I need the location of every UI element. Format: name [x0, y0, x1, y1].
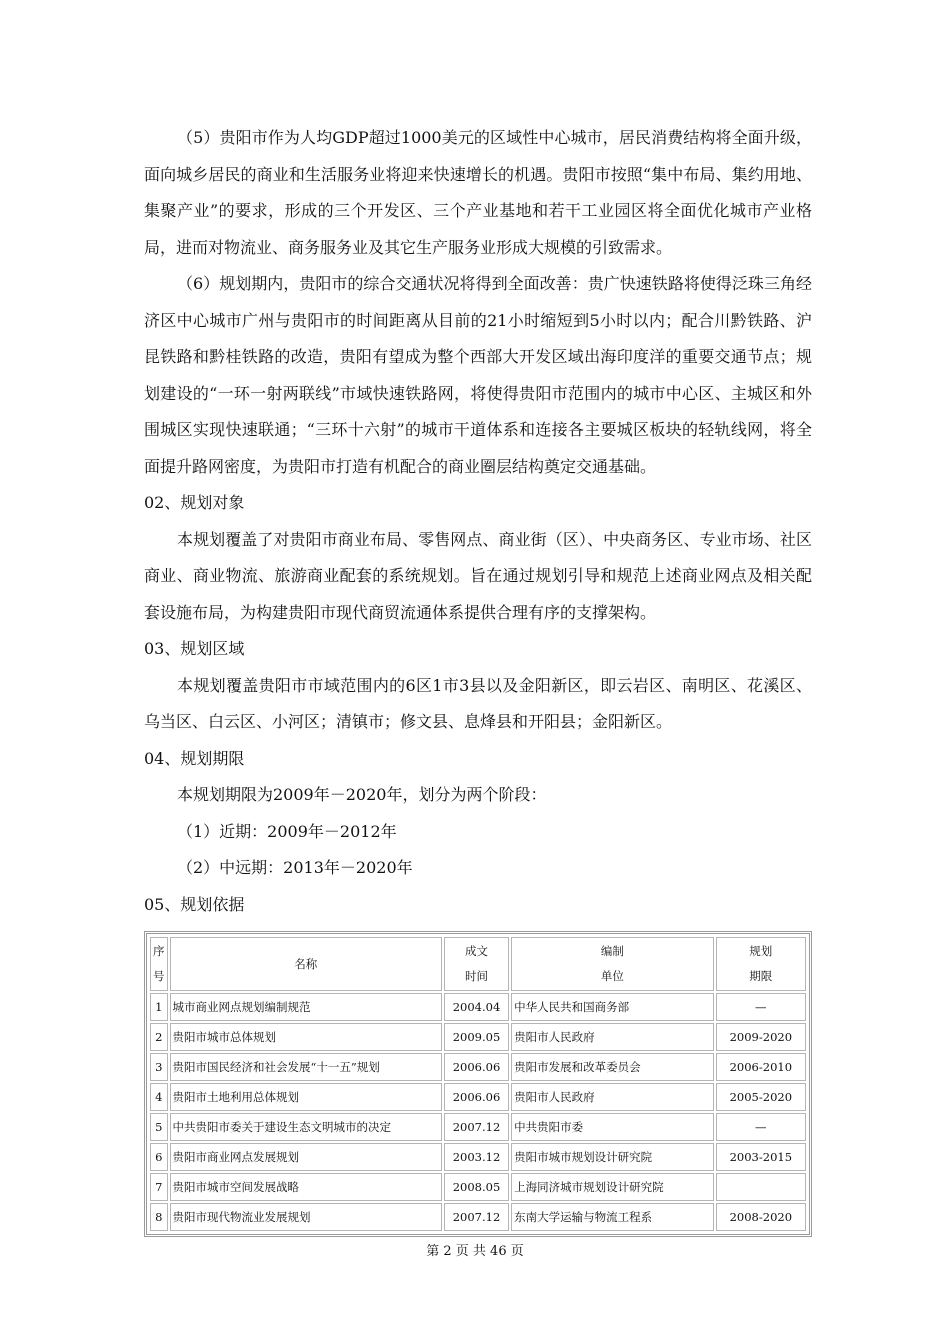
- cell-time: 2004.04: [444, 993, 509, 1021]
- paragraph-5: （5）贵阳市作为人均GDP超过1000美元的区域性中心城市，居民消费结构将全面升级，面向城乡居民的商业和生活服务业将迎来快速增长的机遇。贵阳市按照“集中布局、集约用地、集聚产业”的要求，形成的三个开发区、三个产业基地和若干工业园区将全面优化城市产业格局，进而对物流业、商务服务业及其它生产服务业形成大规模的引致需求。: [144, 128, 812, 257]
- cell-name: 贵阳市城市空间发展战略: [170, 1173, 442, 1201]
- section-body-planning-area: 本规划覆盖贵阳市市域范围内的6区1市3县以及金阳新区，即云岩区、南明区、花溪区、乌当区、白云区、小河区；清镇市；修文县、息烽县和开阳县；金阳新区。: [144, 675, 812, 731]
- section-heading-planning-basis: 05、规划依据: [144, 894, 245, 914]
- cell-time: 2008.05: [444, 1173, 509, 1201]
- planning-basis-table-frame: [144, 931, 812, 1237]
- cell-unit: 中共贵阳市委: [511, 1113, 714, 1141]
- table-row: [150, 1173, 806, 1201]
- cell-time: 2007.12: [444, 1113, 509, 1141]
- cell-no: 5: [150, 1113, 168, 1141]
- paragraph-6: （6）规划期内，贵阳市的综合交通状况将得到全面改善：贵广快速铁路将使得泛珠三角经济区中心城市广州与贵阳市的时间距离从目前的21小时缩短到5小时以内；配合川黔铁路、沪昆铁路和黔桂铁路的改造，贵阳有望成为整个西部大开发区域出海印度洋的重要交通节点；规划建设的“一环一射两联线”市域快速铁路网，将使得贵阳市范围内的城市中心区、主城区和外围城区实现快速联通；“三环十六射”的城市干道体系和连接各主要城区板块的轻轨线网，将全面提升路网密度，为贵阳市打造有机配合的商业圈层结构奠定交通基础。: [144, 274, 812, 476]
- cell-no: 8: [150, 1203, 168, 1231]
- table-row: [150, 1203, 806, 1231]
- cell-name: 贵阳市土地利用总体规划: [170, 1083, 442, 1111]
- cell-period: 2006-2010: [716, 1053, 806, 1081]
- cell-no: 1: [150, 993, 168, 1021]
- section-body-planning-period: 本规划期限为2009年－2020年，划分为两个阶段：: [177, 785, 547, 804]
- cell-no: 2: [150, 1023, 168, 1051]
- cell-no: 7: [150, 1173, 168, 1201]
- cell-unit: 贵阳市城市规划设计研究院: [511, 1143, 714, 1171]
- cell-time: 2006.06: [444, 1083, 509, 1111]
- section-heading-planning-period: 04、规划期限: [144, 748, 245, 768]
- cell-period: 2008-2020: [716, 1203, 806, 1231]
- cell-no: 4: [150, 1083, 168, 1111]
- cell-name: 贵阳市国民经济和社会发展“十一五”规划: [170, 1053, 442, 1081]
- planning-basis-table: [148, 935, 808, 1233]
- document-body: [144, 120, 812, 1237]
- header-unit: 编制 单位: [511, 937, 714, 991]
- table-row: [150, 1113, 806, 1141]
- cell-period: [716, 1173, 806, 1201]
- cell-time: 2003.12: [444, 1143, 509, 1171]
- cell-period: 2005-2020: [716, 1083, 806, 1111]
- table-header-row: [150, 937, 806, 991]
- cell-name: 城市商业网点规划编制规范: [170, 993, 442, 1021]
- planning-phase-long: （2）中远期：2013年－2020年: [177, 858, 413, 877]
- cell-period: 2003-2015: [716, 1143, 806, 1171]
- cell-name: 贵阳市商业网点发展规划: [170, 1143, 442, 1171]
- cell-unit: 东南大学运输与物流工程系: [511, 1203, 714, 1231]
- cell-time: 2006.06: [444, 1053, 509, 1081]
- section-heading-planning-area: 03、规划区域: [144, 639, 245, 658]
- section-heading-planning-object: 02、规划对象: [144, 493, 245, 512]
- cell-unit: 贵阳市人民政府: [511, 1023, 714, 1051]
- table-row: [150, 1143, 806, 1171]
- header-time: 成文 时间: [444, 937, 509, 991]
- table-row: [150, 993, 806, 1021]
- planning-phase-near: （1）近期：2009年－2012年: [177, 821, 397, 841]
- cell-period: —: [716, 993, 806, 1021]
- cell-time: 2009.05: [444, 1023, 509, 1051]
- cell-period: —: [716, 1113, 806, 1141]
- table-row: [150, 1053, 806, 1081]
- cell-name: 贵阳市城市总体规划: [170, 1023, 442, 1051]
- cell-name: 中共贵阳市委关于建设生态文明城市的决定: [170, 1113, 442, 1141]
- header-no: 序 号: [150, 937, 168, 991]
- cell-unit: 贵阳市发展和改革委员会: [511, 1053, 714, 1081]
- table-row: [150, 1083, 806, 1111]
- cell-time: 2007.12: [444, 1203, 509, 1231]
- header-period: 规划 期限: [716, 937, 806, 991]
- cell-name: 贵阳市现代物流业发展规划: [170, 1203, 442, 1231]
- cell-period: 2009-2020: [716, 1023, 806, 1051]
- cell-no: 6: [150, 1143, 168, 1171]
- header-name: 名称: [170, 937, 442, 991]
- cell-no: 3: [150, 1053, 168, 1081]
- page-footer: 第 2 页 共 46 页: [426, 1244, 524, 1259]
- table-row: [150, 1023, 806, 1051]
- cell-unit: 中华人民共和国商务部: [511, 993, 714, 1021]
- section-body-planning-object: 本规划覆盖了对贵阳市商业布局、零售网点、商业街（区）、中央商务区、专业市场、社区商业、商业物流、旅游商业配套的系统规划。旨在通过规划引导和规范上述商业网点及相关配套设施布局，为构建贵阳市现代商贸流通体系提供合理有序的支撑架构。: [144, 529, 812, 622]
- cell-unit: 贵阳市人民政府: [511, 1083, 714, 1111]
- cell-unit: 上海同济城市规划设计研究院: [511, 1173, 714, 1201]
